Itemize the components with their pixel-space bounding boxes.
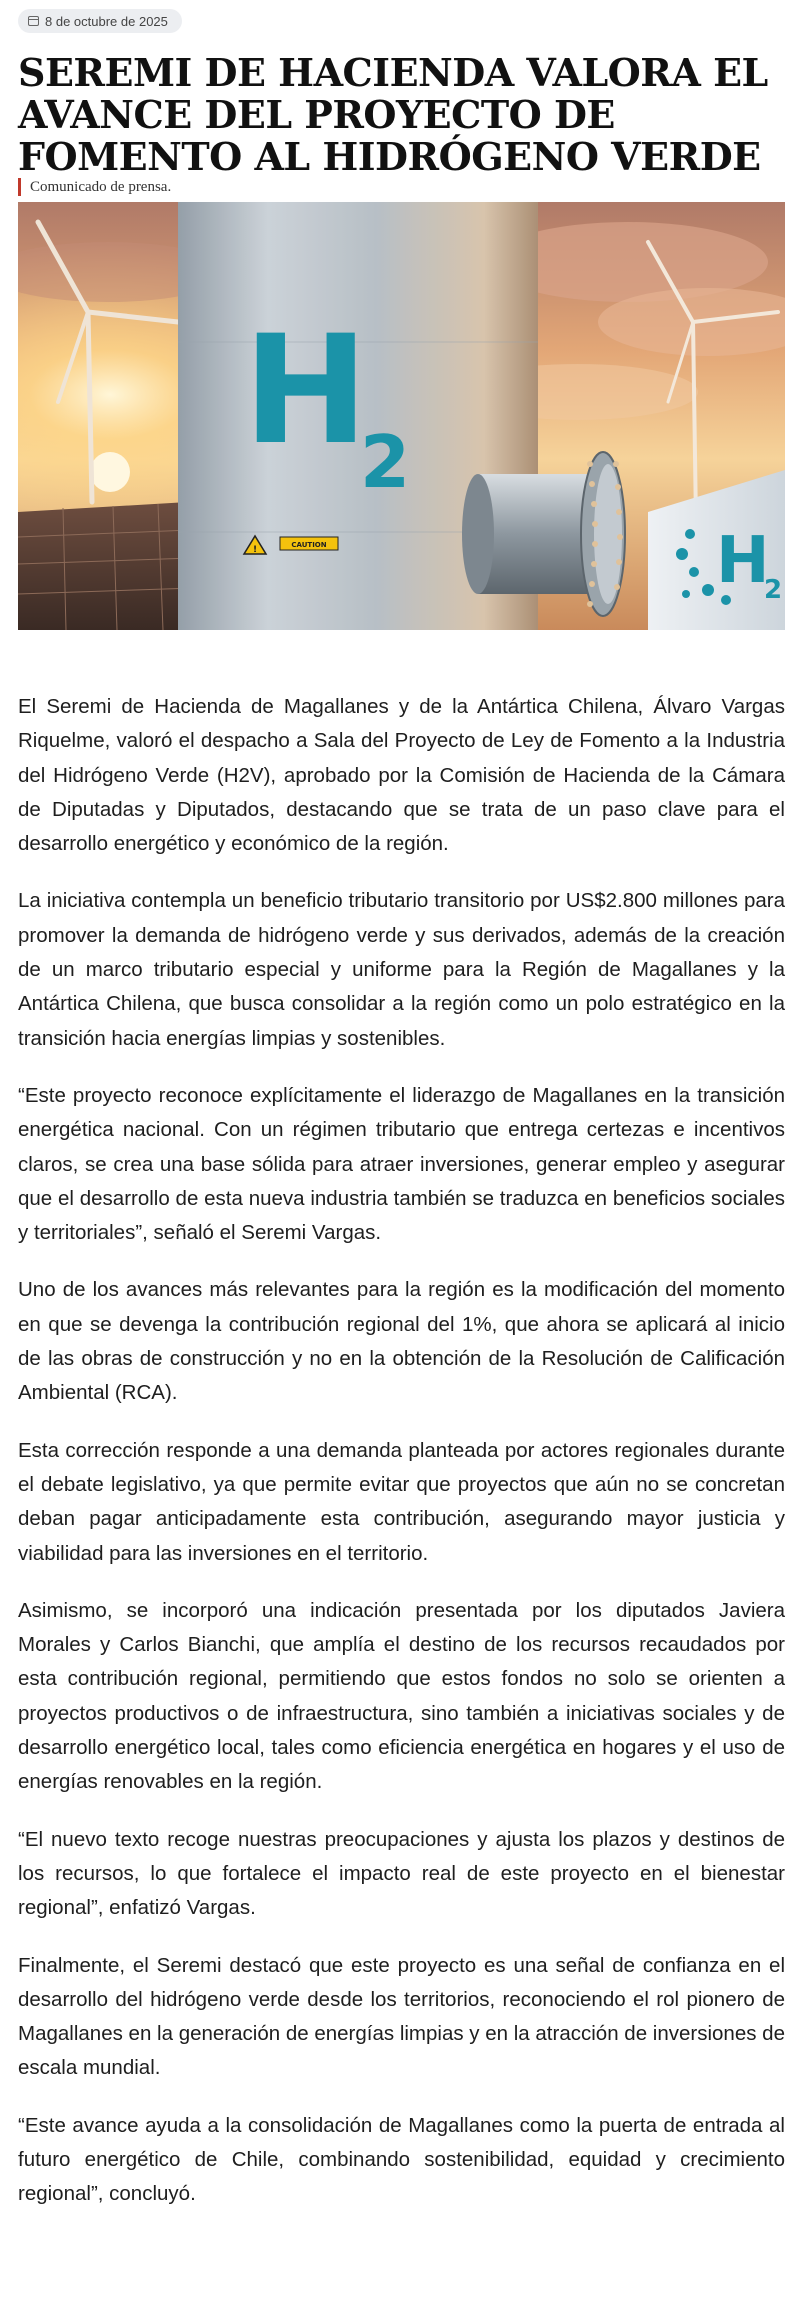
article-body: [18, 690, 785, 2235]
article-paragraph: Uno de los avances más relevantes para la región es la modificación del momento en que se devenga la contribución regional del 1%, que ahora se aplicará al inicio de las obras de construcción y no en la obtención de la Resolución de Calificación Ambiental (RCA).: [18, 1278, 785, 1405]
container-h2-subscript: 2: [764, 575, 783, 605]
article-date: 8 de octubre de 2025: [45, 13, 168, 29]
hero-image: [18, 202, 785, 630]
article-subtitle: Comunicado de prensa.: [18, 178, 171, 196]
hero-illustration: [18, 202, 785, 630]
calendar-icon: [28, 16, 39, 26]
container-h2-symbol: H: [716, 524, 770, 598]
article-paragraph: Asimismo, se incorporó una indicación presentada por los diputados Javiera Morales y Carlos Bianchi, que amplía el destino de los recursos recaudados por esta contribución regional, permitiendo que estos fondos no solo se orienten a proyectos productivos o de infraestructura, sino también a iniciativas sociales y de desarrollo energético local, tales como eficiencia energética en hogares y el uso de energías renovables en la región.: [18, 1598, 785, 1794]
article-paragraph: “Este avance ayuda a la consolidación de Magallanes como la puerta de entrada al futuro energético de Chile, combinando sostenibilidad, equidad y crecimiento regional”, concluyó.: [18, 2113, 785, 2206]
caution-label: CAUTION: [291, 541, 327, 549]
article-paragraph: La iniciativa contempla un beneficio tributario transitorio por US$2.800 millones para promover la demanda de hidrógeno verde y sus derivados, además de la creación de un marco tributario especial y uniforme para la Región de Magallanes y la Antártica Chilena, que busca consolidar a la región como un polo estratégico en la transición hacia energías limpias y sostenibles.: [18, 889, 785, 1050]
article-title: SEREMI DE HACIENDA VALORA EL AVANCE DEL PROYECTO DE FOMENTO AL HIDRÓGENO VERDE: [18, 50, 768, 179]
article-paragraph: “El nuevo texto recoge nuestras preocupaciones y ajusta los plazos y destinos de los recursos, lo que fortalece el impacto real de este proyecto en el bienestar regional”, enfatizó Vargas.: [18, 1827, 785, 1920]
h2-subscript: 2: [360, 420, 411, 504]
svg-text:!: !: [252, 545, 258, 555]
article-paragraph: El Seremi de Hacienda de Magallanes y de la Antártica Chilena, Álvaro Vargas Riquelme, valoró el despacho a Sala del Proyecto de Ley de Fomento a la Industria del Hidrógeno Verde (H2V), aprobado por la Comisión de Hacienda de la Cámara de Diputadas y Diputados, destacando que se trata de un paso clave para el desarrollo energético y económico de la región.: [18, 695, 785, 856]
article-paragraph: “Este proyecto reconoce explícitamente el liderazgo de Magallanes en la transición energética nacional. Con un régimen tributario que entrega certezas e incentivos claros, se crea una base sólida para atraer inversiones, generar empleo y asegurar que el desarrollo de esta nueva industria también se traduzca en beneficios sociales y territoriales”, señaló el Seremi Vargas.: [18, 1083, 785, 1245]
h2-symbol: H: [243, 304, 369, 478]
date-badge: [18, 9, 182, 33]
article-paragraph: Esta corrección responde a una demanda planteada por actores regionales durante el debate legislativo, ya que permite evitar que proyectos que aún no se concretan deban pagar anticipadamente esta contribución, asegurando mayor justicia y viabilidad para las inversiones en el territorio.: [18, 1438, 785, 1565]
article-paragraph: Finalmente, el Seremi destacó que este proyecto es una señal de confianza en el desarrollo del hidrógeno verde desde los territorios, reconociendo el rol pionero de Magallanes en la generación de energías limpias y en la atracción de inversiones de escala mundial.: [18, 1953, 785, 2080]
